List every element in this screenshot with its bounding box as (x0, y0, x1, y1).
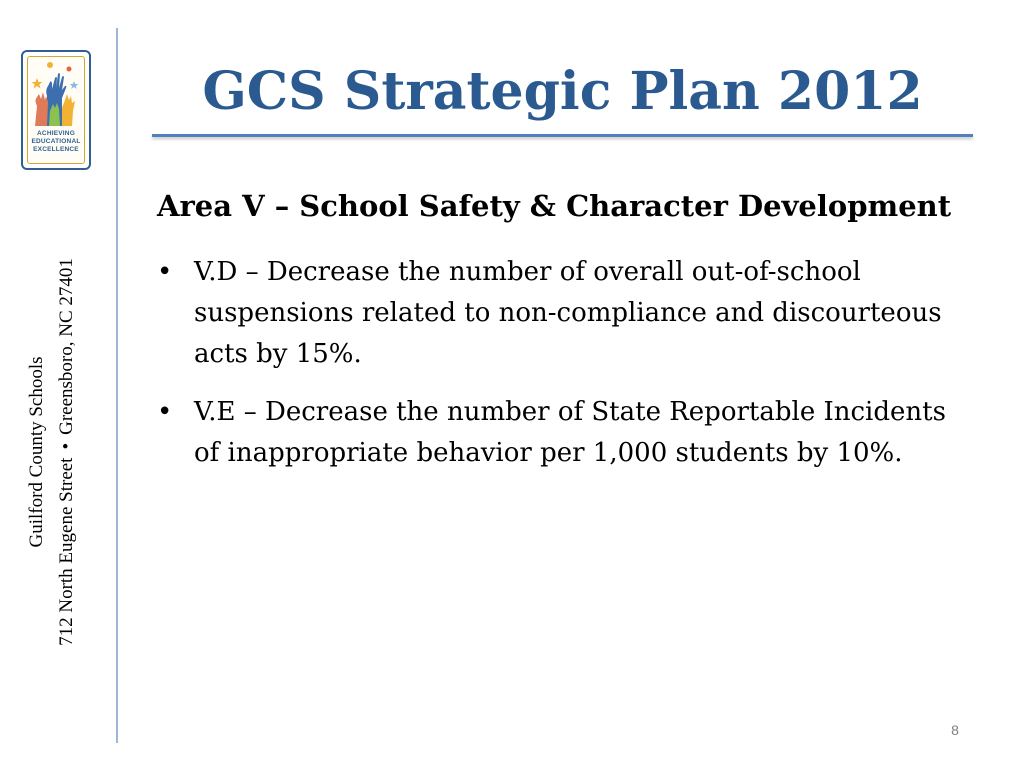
district-logo (21, 50, 91, 170)
address-city: Greensboro, NC 27401 (56, 258, 77, 435)
bullet-text: V.D – Decrease the number of overall out-of-school suspensions related to non-compliance and discourteous acts by 15%. (194, 257, 942, 369)
bullet-text: V.E – Decrease the number of State Reportable Incidents of inappropriate behavior per 1,000 students by 10%. (194, 397, 946, 468)
sidebar-divider (116, 28, 118, 743)
bullet-marker: • (157, 397, 173, 427)
address-street: 712 North Eugene Street (56, 457, 77, 646)
page-number: 8 (951, 722, 959, 738)
title-underline (152, 134, 973, 137)
bullet-list (155, 252, 955, 491)
bullet-marker: • (157, 257, 173, 287)
bullet-item (155, 252, 955, 375)
logo-text: ACHIEVING EDUCATIONAL EXCELLENCE (31, 130, 81, 153)
raised-hands-icon (27, 56, 85, 128)
school-district-name: Guilford County Schools (26, 356, 47, 548)
slide-title: GCS Strategic Plan 2012 (202, 61, 923, 122)
address-separator: • (56, 442, 77, 450)
sidebar-address (22, 192, 82, 712)
address-line (52, 192, 82, 712)
bullet-item (155, 392, 955, 474)
slide-subtitle: Area V – School Safety & Character Development (157, 189, 952, 223)
